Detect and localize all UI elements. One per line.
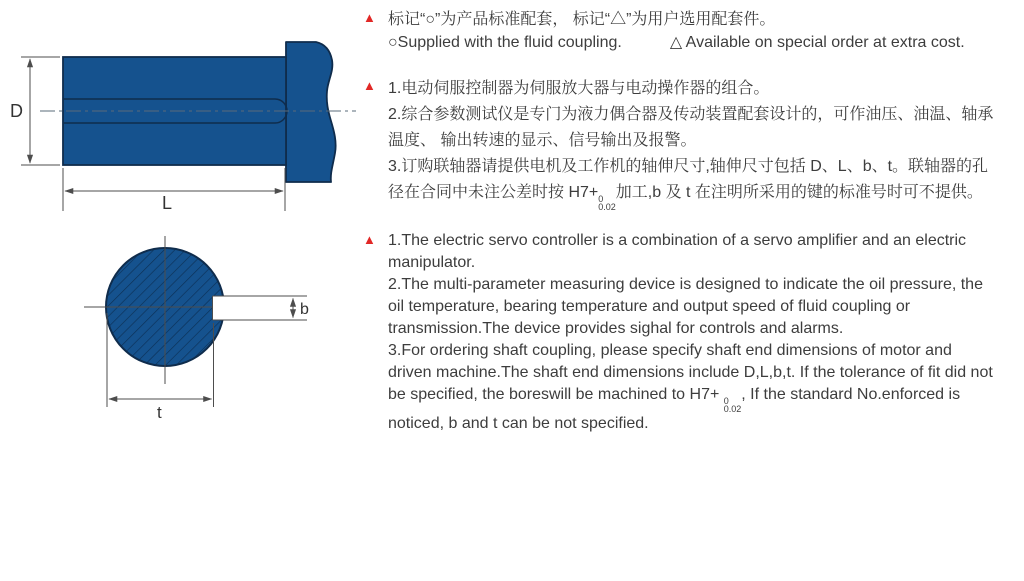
en-note-line: transmission.The device provides sighal for controls and alarms. (388, 320, 844, 337)
red-triangle-icon: ▲ (363, 78, 376, 93)
legend-line-en (388, 31, 965, 54)
cn-note-line: 温度、 输出转速的显示、信号输出及报警。 (388, 132, 697, 149)
legend-supplied-text: ○Supplied with the fluid coupling. (388, 34, 622, 51)
dim-label-b: b (300, 301, 309, 318)
dimension-L (63, 168, 285, 211)
red-triangle-icon: ▲ (363, 10, 376, 25)
chinese-notes (363, 76, 993, 211)
en-note-line: 3.For ordering shaft coupling, please specify shaft end dimensions of motor and (388, 342, 952, 359)
legend-optional-text: △ Available on special order at extra cost. (669, 34, 965, 51)
cn-note-line: 2.综合参数测试仪是专门为液力偶合器及传动装置配套设计的，可作油压、油温、轴承 (388, 106, 994, 123)
en-note-line: oil temperature, bearing temperature and output speed of fluid coupling or (388, 298, 911, 315)
en-note-line: manipulator. (388, 254, 476, 271)
keyway-notch (212, 296, 239, 320)
dim-label-D: D (10, 101, 23, 121)
cn-note-line: 1.电动伺服控制器为伺服放大器与电动操作器的组合。 (388, 80, 770, 97)
legend-line-cn: 标记“○”为产品标准配套， 标记“△”为用户选用配套件。 (388, 11, 776, 28)
english-notes (363, 230, 993, 435)
dim-label-t: t (157, 403, 162, 422)
shaft-side-view (10, 42, 356, 213)
tolerance-notation: 0 0.02 (723, 396, 742, 414)
cn-note-line: 3.订购联轴器请提供电机及工作机的轴伸尺寸,轴伸尺寸包括 D、L、b、t。联轴器的孔 (388, 158, 989, 175)
en-note-line: noticed, b and t can be not specified. (388, 415, 649, 432)
coupling-hub-shape (286, 42, 336, 182)
dim-label-L: L (162, 193, 173, 213)
en-note-line: 2.The multi-parameter measuring device is designed to indicate the oil pressure, the (388, 276, 983, 293)
en-note-line: be specified, the boreswill be machined to H7+ 0 0.02 , If the standard No.enforced is (388, 386, 961, 414)
legend-note (363, 8, 965, 54)
en-note-line: 1.The electric servo controller is a combination of a servo amplifier and an electric (388, 232, 967, 249)
shaft-section-view (84, 236, 309, 422)
tolerance-notation: 0 0.02 (598, 194, 616, 212)
red-triangle-icon: ▲ (363, 232, 376, 247)
shaft-dimension-drawings (0, 0, 360, 430)
cn-note-line: 径在合同中未注公差时按 H7+ 0 0.02 加工,b 及 t 在注明所采用的键的标准号时可不提供。 (388, 184, 983, 212)
en-note-line: driven machine.The shaft end dimensions include D,L,b,t. If the tolerance of fit did not (388, 364, 993, 381)
